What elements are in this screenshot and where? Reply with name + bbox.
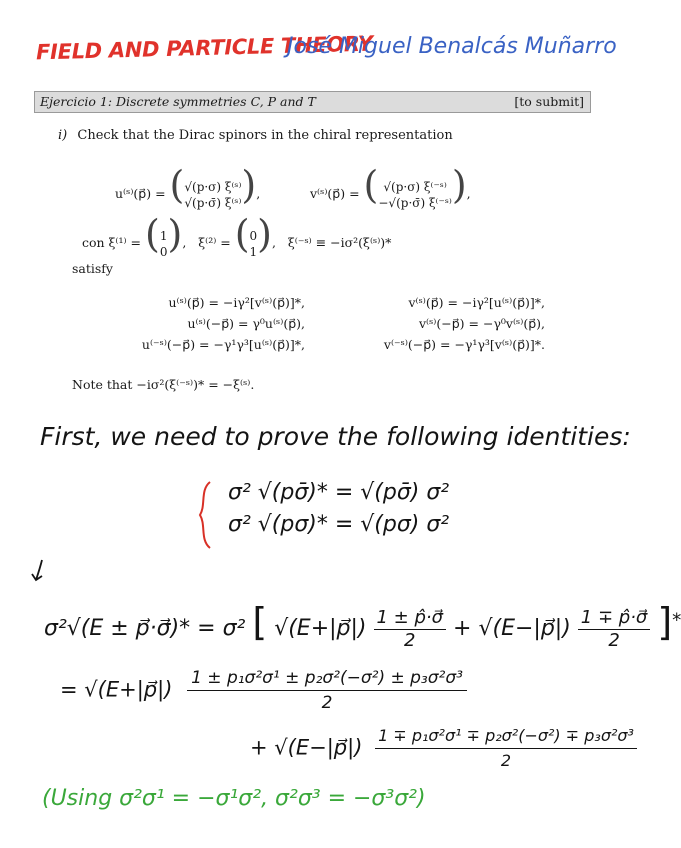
v-column [378, 179, 451, 211]
v-lhs: v⁽ˢ⁾(p⃗) = [310, 186, 360, 201]
line1-frac1 [374, 607, 447, 652]
task-statement [58, 128, 453, 143]
xi1-bottom: 0 [159, 244, 168, 259]
handwritten-identity-2: σ² √(pσ)* = √(pσ) σ² [228, 512, 450, 537]
line1-plus: + [453, 616, 472, 641]
relations-left [105, 292, 305, 355]
handwritten-line-1: σ²√(E ± p⃗·σ⃗)* = σ² [ √(E+|p⃗|) $\frac{1 \pm p̂\cdot\sigma⃗}{2}$ + √(E−|p⃗|) $\frac{1 \mp p̂\cdot\sigma⃗}{2}$ ]* [44, 600, 681, 651]
v-spinor-definition: v⁽ˢ⁾(p⃗) = ( √(p·σ) ξ⁽⁻ˢ⁾ −√(p·σ̄) ξ⁽⁻ˢ⁾), [310, 163, 471, 210]
exercise-tag: [to submit] [514, 94, 584, 109]
handwritten-line-3 [250, 724, 637, 773]
xi1-top: 1 [159, 228, 168, 243]
red-brace [196, 480, 216, 550]
u-lhs: u⁽ˢ⁾(p⃗) = [115, 186, 166, 201]
relation-right-1: v⁽ˢ⁾(p⃗) = −iγ²[u⁽ˢ⁾(p⃗)]*, [408, 295, 545, 310]
satisfy-label: satisfy [72, 261, 113, 276]
line1-term1: √(E+|p⃗|) [274, 616, 367, 641]
line2-lhs: = √(E+|p⃗|) [60, 677, 173, 702]
xi-minus-def: ξ⁽⁻ˢ⁾ ≡ −iσ²(ξ⁽ˢ⁾)* [287, 235, 392, 250]
relation-left-1: u⁽ˢ⁾(p⃗) = −iγ²[v⁽ˢ⁾(p⃗)]*, [168, 295, 305, 310]
line3-frac [375, 724, 637, 773]
relation-left-3: u⁽⁻ˢ⁾(−p⃗) = −γ¹γ³[u⁽ˢ⁾(p⃗)]*, [141, 337, 305, 352]
line1-frac2 [578, 607, 651, 652]
relation-right-3: v⁽⁻ˢ⁾(−p⃗) = −γ¹γ³[v⁽ˢ⁾(p⃗)]*. [383, 337, 545, 352]
xi2-top: 0 [249, 228, 258, 243]
relation-right-2: v⁽ˢ⁾(−p⃗) = −γ⁰v⁽ˢ⁾(p⃗), [418, 316, 545, 331]
handwritten-identity-1: σ² √(pσ̄)* = √(pσ̄) σ² [228, 480, 450, 505]
line1-star: * [672, 610, 681, 632]
line1-frac2-den: 2 [608, 629, 620, 651]
v-bottom: −√(p·σ̄) ξ⁽⁻ˢ⁾ [378, 195, 452, 210]
task-text: Check that the Dirac spinors in the chiral representation [77, 128, 453, 143]
handwritten-using-note: (Using σ²σ¹ = −σ¹σ², σ²σ³ = −σ³σ²) [42, 786, 426, 811]
u-spinor-definition: u⁽ˢ⁾(p⃗) = (√(p·σ) ξ⁽ˢ⁾ √(p·σ̄) ξ⁽ˢ⁾), [115, 163, 261, 210]
xi-definitions: con ξ⁽¹⁾ = (1 0), ξ⁽²⁾ = (0 1), ξ⁽⁻ˢ⁾ ≡ −iσ²(ξ⁽ˢ⁾)* [82, 212, 392, 259]
handwritten-intro: First, we need to prove the following identities: [40, 422, 631, 451]
relation-left-2: u⁽ˢ⁾(−p⃗) = γ⁰u⁽ˢ⁾(p⃗), [187, 316, 305, 331]
u-top: √(p·σ) ξ⁽ˢ⁾ [184, 179, 242, 194]
xi1-lhs: con ξ⁽¹⁾ = [82, 235, 142, 250]
exercise-title: Ejercicio 1: Discrete symmetries C, P and T [40, 94, 316, 109]
u-bottom: √(p·σ̄) ξ⁽ˢ⁾ [184, 195, 242, 210]
line1-frac1-num: 1 ± p̂·σ⃗ [374, 607, 447, 630]
note-line: Note that −iσ²(ξ⁽⁻ˢ⁾)* = −ξ⁽ˢ⁾. [72, 377, 255, 392]
line3-den: 2 [500, 751, 512, 770]
relations-right [340, 292, 545, 355]
line1-lhs: σ²√(E ± p⃗·σ⃗)* = σ² [44, 616, 246, 641]
handwritten-line-2 [60, 666, 467, 715]
line3-lhs: + √(E−|p⃗|) [250, 735, 363, 760]
line3-num: 1 ∓ p₁σ²σ¹ ∓ p₂σ²(−σ²) ∓ p₃σ²σ³ [375, 724, 637, 749]
task-number: i) [58, 128, 68, 143]
handwritten-author-name: José Miguel Benalcás Muñarro [287, 34, 617, 59]
line2-num: 1 ± p₁σ²σ¹ ± p₂σ²(−σ²) ± p₃σ²σ³ [187, 666, 467, 691]
arrow-down-icon [30, 558, 50, 584]
line2-den: 2 [321, 693, 333, 713]
exercise-header-bar [34, 91, 591, 113]
u-column [184, 179, 241, 211]
line1-term2: √(E−|p⃗|) [478, 616, 571, 641]
xi2-lhs: ξ⁽²⁾ = [198, 235, 231, 250]
line1-frac1-den: 2 [404, 629, 416, 651]
handwritten-course-title: FIELD AND PARTICLE THEORY [35, 31, 374, 65]
v-top: √(p·σ) ξ⁽⁻ˢ⁾ [383, 179, 447, 194]
line2-frac [187, 666, 467, 715]
line1-frac2-num: 1 ∓ p̂·σ⃗ [578, 607, 651, 630]
xi2-bottom: 1 [249, 244, 258, 259]
